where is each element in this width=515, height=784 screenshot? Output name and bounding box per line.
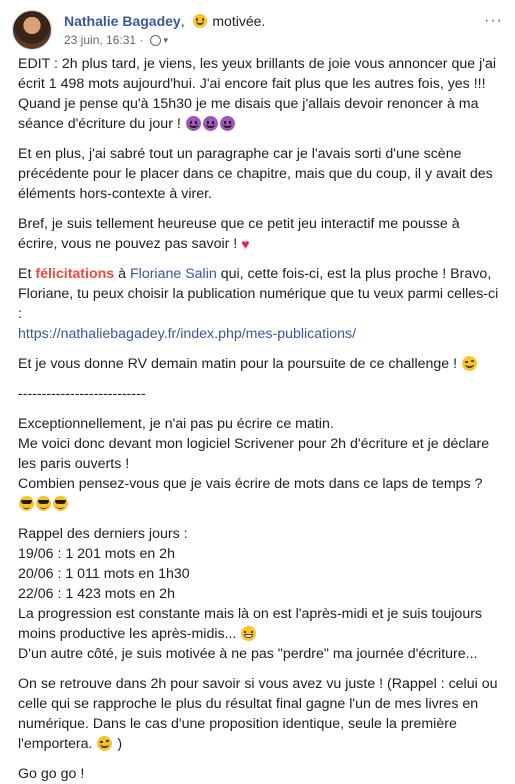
paragraph-edit	[18, 54, 501, 134]
recap-day: 20/06 : 1 011 mots en 1h30	[18, 566, 190, 582]
paragraph-challenge	[18, 414, 501, 514]
post-header	[12, 8, 503, 56]
challenge-line-3: Combien pensez-vous que je vais écrire de mots dans ce laps de temps ?	[18, 476, 483, 492]
chevron-down-icon[interactable]: ▼	[161, 36, 170, 45]
paragraph-happy	[18, 214, 501, 254]
paragraph-rules	[18, 674, 501, 754]
grinning-face-icon	[241, 626, 256, 641]
recap-progression: La progression est constante mais là on est l'après-midi et je suis toujours moins productive les après-midis...	[18, 606, 483, 642]
winking-face-icon	[97, 736, 112, 751]
congrats-to: à	[118, 266, 127, 282]
author-line	[64, 12, 265, 30]
red-heart-icon: ♥	[241, 236, 250, 252]
separator-line: ---------------------------	[18, 386, 146, 402]
meta-separator: ·	[139, 33, 144, 47]
rules-close-paren: )	[117, 736, 123, 752]
smiling-face-icon	[193, 14, 207, 28]
mention-link[interactable]: Floriane Salin	[130, 266, 217, 282]
paragraph-go: Go go go !	[18, 766, 85, 782]
challenge-line-1: Exceptionnellement, je n'ai pas pu écrire ce matin.	[18, 416, 334, 432]
feeling-text: motivée.	[212, 13, 266, 29]
congrats-text: qui, cette fois-ci, est la plus proche ! Bravo, Floriane, tu peux choisir la publication numérique que tu veux parmi celles-ci :	[18, 266, 499, 322]
feeling-separator: ,	[180, 13, 185, 29]
smiling-devil-icon	[186, 116, 201, 131]
rules-text: On se retrouve dans 2h pour savoir si vous avez vu juste ! (Rappel : celui ou celle qui se rapproche le plus du résultat final gagne l'un de mes livres en numérique. Dans le cas d'une proposition identique, seule la première l'emportera.	[18, 676, 498, 752]
recap-motivation: D'un autre côté, je suis motivée à ne pas "perdre" ma journée d'écriture...	[18, 646, 478, 662]
sunglasses-face-icon	[53, 496, 68, 511]
recap-day: 22/06 : 1 423 mots en 2h	[18, 586, 175, 602]
publications-link[interactable]: https://nathaliebagadey.fr/index.php/mes-publications/	[18, 326, 357, 342]
author-name[interactable]: Nathalie Bagadey	[64, 13, 181, 29]
congrats-word: félicitations	[35, 266, 115, 282]
post-date[interactable]: 23 juin, 16:31	[64, 33, 137, 47]
smiling-devil-icon	[220, 116, 235, 131]
sunglasses-face-icon	[36, 496, 51, 511]
globe-icon[interactable]	[150, 35, 161, 46]
paragraph-recap	[18, 524, 501, 664]
author-avatar[interactable]	[12, 10, 52, 50]
post-options-button[interactable]: ···	[484, 12, 503, 29]
sunglasses-face-icon	[19, 496, 34, 511]
congrats-prefix: Et	[18, 266, 32, 282]
post-body	[18, 54, 501, 784]
paragraph-happy-text: Bref, je suis tellement heureuse que ce petit jeu interactif me pousse à écrire, vous ne pouvez pas savoir !	[18, 216, 460, 252]
paragraph-rv	[18, 354, 501, 374]
post-meta	[64, 33, 170, 47]
winking-face-icon	[462, 356, 477, 371]
recap-day: 19/06 : 1 201 mots en 2h	[18, 546, 175, 562]
paragraph-extra: Et en plus, j'ai sabré tout un paragraphe car je l'avais sorti d'une scène précédente pour le placer dans ce chapitre, mais que du coup, il y avait des éléments hors-contexte à virer.	[18, 146, 493, 202]
paragraph-rv-text: Et je vous donne RV demain matin pour la poursuite de ce challenge !	[18, 356, 458, 372]
paragraph-congrats	[18, 264, 501, 344]
challenge-line-2: Me voici donc devant mon logiciel Scrivener pour 2h d'écriture et je déclare les paris ouverts !	[18, 436, 490, 472]
recap-title: Rappel des derniers jours :	[18, 526, 188, 542]
smiling-devil-icon	[203, 116, 218, 131]
paragraph-edit-text: EDIT : 2h plus tard, je viens, les yeux brillants de joie vous annoncer que j'ai écrit 1 498 mots aujourd'hui. J'ai encore fait plus que les autres fois, yes !!! Quand je pense qu'à 15h30 je me disais que j'allais devoir renoncer à ma séance d'écriture du jour !	[18, 56, 496, 132]
